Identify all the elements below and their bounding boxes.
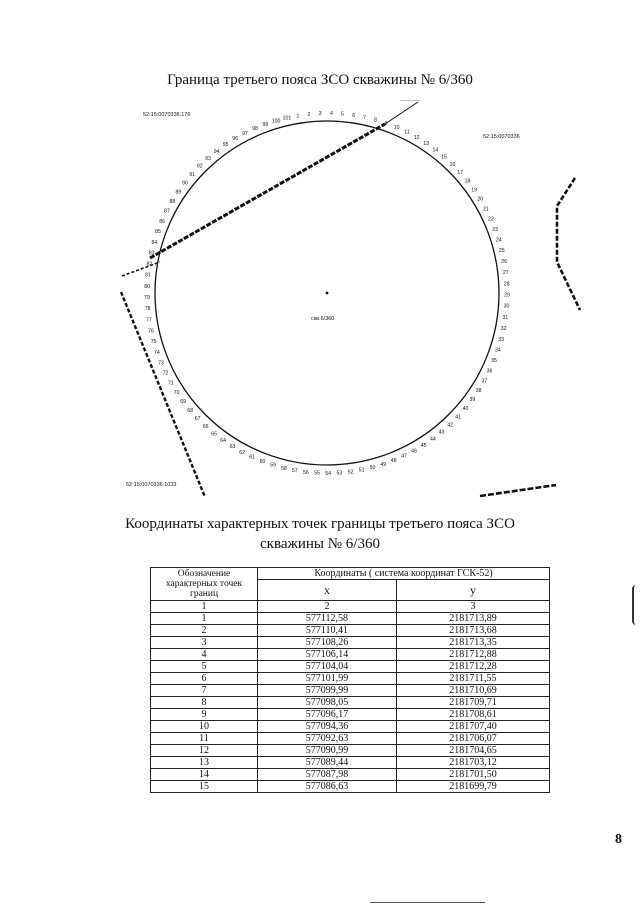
boundary-point-label: 89 [175, 189, 182, 196]
table-cell-x: 577087,98 [258, 769, 397, 781]
table-cell-y: 2181699,79 [396, 781, 549, 793]
boundary-point-label: 24 [495, 237, 502, 244]
boundary-point-label: 80 [144, 283, 150, 290]
margin-mark [632, 585, 637, 625]
boundary-point-label: 91 [189, 171, 196, 178]
boundary-point-label: 56 [303, 469, 309, 476]
table-title-line-1: Координаты характерных точек границы третьего пояса ЗСО [125, 516, 515, 532]
boundary-point-label: 88 [169, 198, 176, 205]
boundary-point-label: 63 [229, 444, 236, 451]
table-row [151, 613, 550, 625]
table-cell-n: 4 [151, 649, 258, 661]
boundary-point-label: 55 [314, 470, 320, 477]
coordinates-table [150, 567, 550, 793]
table-title-line-2: скважины № 6/360 [260, 536, 380, 552]
parcel-boundary-bottom-right [480, 485, 556, 496]
table-cell-y: 2181704,65 [396, 745, 549, 757]
boundary-point-label: 97 [242, 130, 248, 137]
table-row [151, 649, 550, 661]
footer-rule [370, 902, 485, 903]
boundary-point-label: 42 [447, 422, 453, 429]
well-label: скв.6/360 [311, 316, 335, 322]
boundary-point-label: 38 [475, 387, 482, 394]
boundary-point-label: 4 [329, 111, 333, 118]
table-row [151, 721, 550, 733]
table-cell-y: 2181711,55 [396, 673, 549, 685]
table-row [151, 685, 550, 697]
table-title [90, 514, 550, 554]
boundary-point-label: 81 [145, 272, 151, 279]
table-row [151, 709, 550, 721]
boundary-point-label: 100 [271, 118, 281, 125]
boundary-point-label: 12 [413, 135, 420, 141]
well-point [326, 292, 329, 295]
boundary-point-label: 75 [150, 339, 157, 346]
boundary-point-label: 70 [173, 390, 180, 396]
boundary-point-label: 10 [393, 125, 400, 131]
parcel-boundary-diagonal-thin [385, 102, 418, 124]
boundary-point-label: 27 [502, 270, 509, 277]
boundary-point-label: 49 [380, 462, 387, 468]
boundary-point-label: 22 [488, 216, 494, 223]
table-cell-n: 9 [151, 709, 258, 721]
boundary-point-label: 99 [262, 121, 269, 128]
table-cell-n: 15 [151, 781, 258, 793]
boundary-point-label: 74 [154, 349, 160, 356]
table-cell-y: 2181712,88 [396, 649, 549, 661]
boundary-point-label: 58 [281, 465, 287, 472]
boundary-point-label: 17 [457, 169, 464, 176]
table-row [151, 637, 550, 649]
header-col-num-2: 2 [258, 601, 397, 613]
boundary-point-label: 83 [148, 250, 155, 257]
table-row [151, 745, 550, 757]
boundary-point-label: 8 [374, 117, 377, 124]
header-designation: Обозначение характерных точек границ [151, 568, 258, 601]
boundary-point-label: 54 [325, 471, 332, 477]
boundary-point-label: 77 [146, 317, 152, 324]
boundary-point-label: 11 [404, 129, 410, 136]
boundary-point-label: 60 [259, 459, 266, 466]
boundary-point-label: 68 [187, 407, 193, 414]
boundary-point-label: 92 [196, 163, 203, 170]
boundary-point-label: 62 [239, 449, 246, 456]
boundary-point-label: 6 [352, 113, 356, 119]
boundary-point-label: 26 [501, 259, 508, 266]
table-cell-y: 2181712,28 [396, 661, 549, 673]
table-cell-y: 2181708,61 [396, 709, 549, 721]
boundary-point-label: 65 [211, 431, 218, 438]
boundary-point-label: 50 [369, 465, 376, 472]
boundary-point-label: 71 [167, 380, 174, 387]
boundary-point-label: 93 [205, 156, 211, 162]
parcel-boundary-right-vertical [557, 178, 580, 310]
table-row [151, 673, 550, 685]
boundary-point-label: 23 [492, 226, 499, 233]
header-col-num-3: 3 [396, 601, 549, 613]
boundary-point-label: 76 [148, 328, 154, 335]
table-cell-x: 577089,44 [258, 757, 397, 769]
page-title: Граница третьего пояса ЗСО скважины № 6/360 [167, 72, 473, 88]
boundary-point-label: 47 [401, 453, 407, 460]
table-cell-x: 577096,17 [258, 709, 397, 721]
boundary-point-label: 51 [358, 467, 365, 474]
table-row [151, 769, 550, 781]
boundary-point-label: 40 [462, 406, 469, 412]
table-cell-n: 7 [151, 685, 258, 697]
boundary-point-label: 44 [430, 436, 436, 443]
table-cell-y: 2181713,35 [396, 637, 549, 649]
table-row [151, 733, 550, 745]
header-y: y [396, 580, 549, 601]
boundary-point-label: 84 [151, 239, 158, 246]
table-cell-x: 577090,99 [258, 745, 397, 757]
table-cell-n: 2 [151, 625, 258, 637]
boundary-point-label: 16 [449, 161, 456, 168]
table-cell-y: 2181707,40 [396, 721, 549, 733]
boundary-point-label: 48 [390, 458, 397, 465]
cadastral-label-top-left: 52:15:0070336:176 [143, 112, 191, 118]
cadastral-label-top-right: 52:15:0070336 [483, 134, 520, 140]
table-cell-n: 5 [151, 661, 258, 673]
boundary-point-label: 90 [182, 180, 188, 187]
boundary-point-label: 30 [503, 303, 510, 310]
boundary-point-label: 18 [464, 178, 471, 185]
table-cell-y: 2181706,07 [396, 733, 549, 745]
boundary-point-label: 79 [144, 295, 150, 301]
boundary-point-label: 72 [162, 370, 169, 377]
table-cell-n: 12 [151, 745, 258, 757]
table-row [151, 661, 550, 673]
boundary-point-label: 57 [291, 468, 298, 475]
boundary-point-label: 37 [481, 378, 488, 385]
boundary-point-label: 20 [477, 196, 484, 203]
header-col-num-1: 1 [151, 601, 258, 613]
boundary-point-label: 64 [220, 438, 226, 444]
table-cell-x: 577098,05 [258, 697, 397, 709]
boundary-point-label: 5 [341, 111, 344, 118]
boundary-point-label: 41 [455, 414, 461, 421]
boundary-point-label: 39 [469, 397, 476, 404]
table-cell-n: 14 [151, 769, 258, 781]
boundary-point-label: 25 [498, 248, 505, 255]
page-number: 8 [615, 832, 622, 847]
table-cell-x: 577104,04 [258, 661, 397, 673]
table-row [151, 625, 550, 637]
table-cell-y: 2181703,12 [396, 757, 549, 769]
boundary-point-label: 101 [282, 115, 292, 122]
boundary-point-label: 32 [500, 325, 507, 332]
boundary-point-label: 33 [498, 336, 504, 343]
boundary-point-label: 87 [164, 208, 170, 215]
boundary-point-label: 2 [307, 111, 311, 118]
table-cell-x: 577094,36 [258, 721, 397, 733]
boundary-point-label: 14 [432, 147, 439, 154]
boundary-point-label: 31 [502, 314, 509, 321]
boundary-point-label: 1 [296, 113, 300, 120]
boundary-point-label: 95 [222, 142, 229, 149]
boundary-point-label: 19 [471, 187, 478, 194]
table-cell-y: 2181710,69 [396, 685, 549, 697]
table-cell-x: 577112,58 [258, 613, 397, 625]
boundary-point-label: 78 [144, 306, 151, 313]
table-cell-n: 13 [151, 757, 258, 769]
boundary-point-label: 59 [270, 462, 276, 469]
table-cell-y: 2181713,89 [396, 613, 549, 625]
table-cell-n: 8 [151, 697, 258, 709]
header-coordinates: Координаты ( система координат ГСК-52) [258, 568, 550, 580]
boundary-point-label: 28 [503, 281, 510, 288]
boundary-point-label: 98 [252, 126, 258, 132]
boundary-point-label: 15 [441, 154, 447, 161]
table-row [151, 697, 550, 709]
boundary-point-label: 46 [411, 448, 417, 455]
table-row [151, 757, 550, 769]
boundary-point-label: 36 [486, 368, 493, 375]
boundary-point-label: 43 [438, 429, 445, 436]
parcel-boundary-left [122, 262, 160, 276]
boundary-point-label: 34 [495, 347, 501, 354]
boundary-point-label: 3 [318, 111, 322, 118]
table-cell-x: 577086,63 [258, 781, 397, 793]
boundary-point-label: 53 [336, 470, 343, 477]
table-cell-n: 10 [151, 721, 258, 733]
boundary-point-label: 67 [194, 416, 201, 423]
boundary-point-label: 7 [363, 115, 367, 121]
table-cell-y: 2181713,68 [396, 625, 549, 637]
boundary-point-label: 35 [491, 358, 497, 365]
table-cell-x: 577101,99 [258, 673, 397, 685]
boundary-point-label: 13 [423, 140, 430, 147]
boundary-point-label: 66 [202, 424, 209, 430]
header-x: x [258, 580, 397, 601]
boundary-point-label: 82 [146, 261, 153, 268]
boundary-point-label: 61 [249, 454, 256, 461]
table-cell-x: 577108,26 [258, 637, 397, 649]
table-cell-y: 2181709,71 [396, 697, 549, 709]
table-cell-n: 6 [151, 673, 258, 685]
boundary-point-label: 52 [347, 469, 354, 476]
table-cell-x: 577106,14 [258, 649, 397, 661]
table-cell-n: 3 [151, 637, 258, 649]
table-cell-x: 577092,63 [258, 733, 397, 745]
table-cell-y: 2181701,50 [396, 769, 549, 781]
boundary-point-label: 45 [420, 442, 427, 449]
boundary-point-label: 94 [213, 148, 220, 155]
table-row [151, 781, 550, 793]
boundary-point-label: 73 [158, 360, 164, 367]
parcel-boundary-left-vertical [121, 292, 205, 497]
boundary-point-label: 21 [483, 206, 489, 213]
boundary-point-label: 96 [232, 136, 238, 143]
table-cell-n: 1 [151, 613, 258, 625]
cadastral-label-bottom-left: 52:15:0070336:1033 [126, 482, 177, 488]
boundary-point-label: 69 [180, 399, 186, 406]
well-zone-diagram [0, 100, 640, 510]
boundary-point-label: 9 [384, 121, 388, 127]
boundary-point-label: 86 [159, 218, 165, 225]
boundary-point-label: 29 [504, 292, 510, 299]
boundary-point-label: 85 [155, 229, 161, 236]
table-cell-x: 577110,41 [258, 625, 397, 637]
table-cell-n: 11 [151, 733, 258, 745]
table-cell-x: 577099,99 [258, 685, 397, 697]
